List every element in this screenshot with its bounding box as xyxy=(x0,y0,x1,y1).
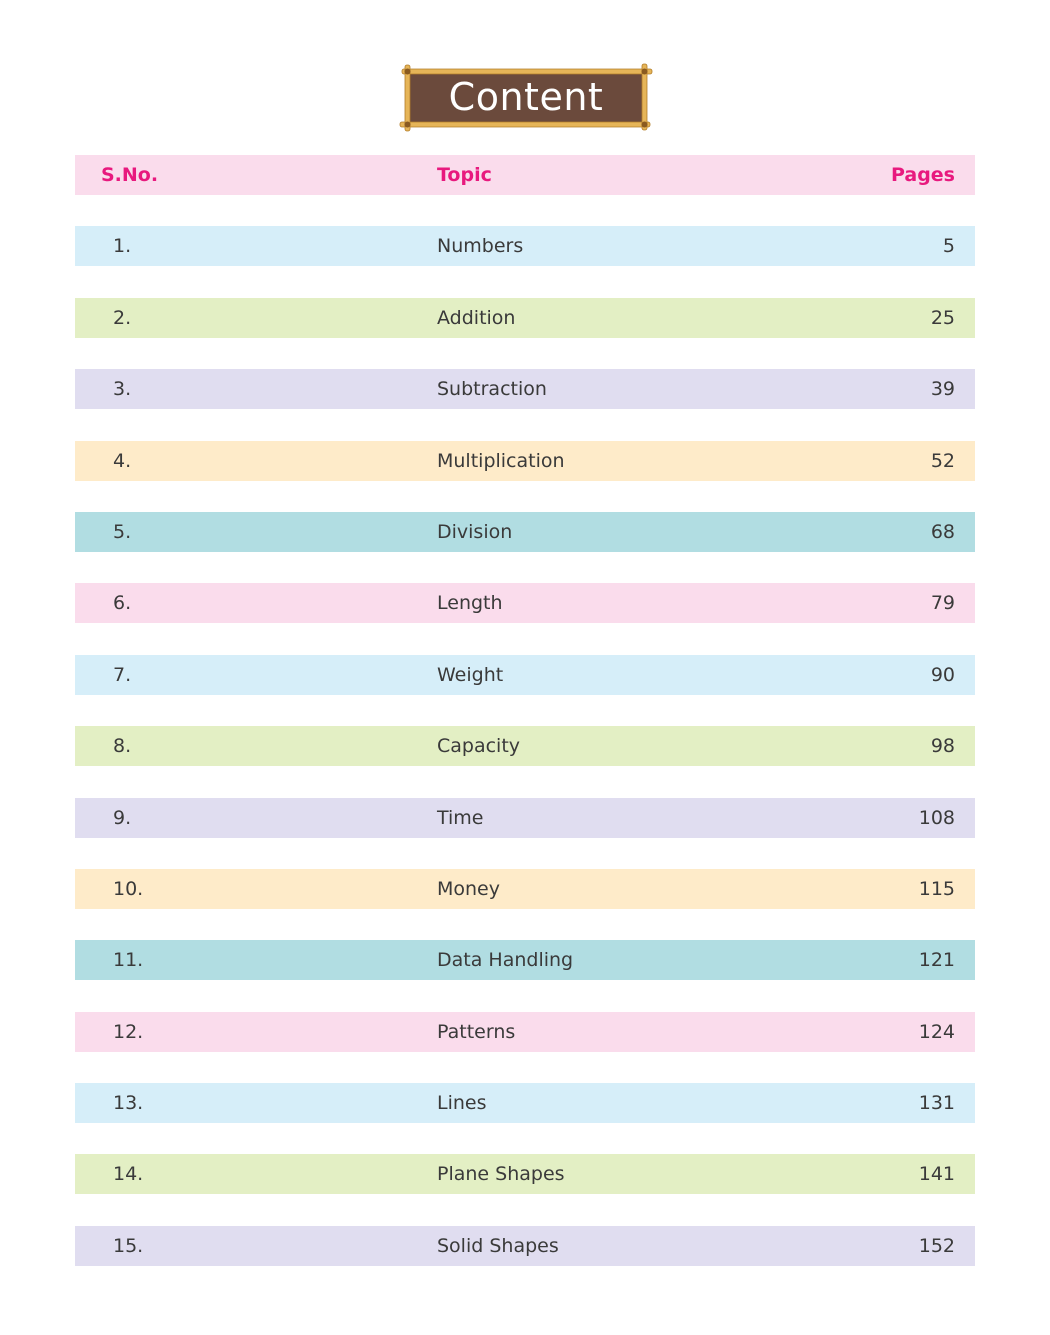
row-topic: Subtraction xyxy=(437,378,547,401)
table-row xyxy=(75,798,975,838)
table-row xyxy=(75,583,975,623)
table-row xyxy=(75,298,975,338)
row-topic: Length xyxy=(437,592,503,615)
header-sno: S.No. xyxy=(101,164,159,186)
title-plaque xyxy=(398,62,654,134)
table-row xyxy=(75,1226,975,1266)
header-pages: Pages xyxy=(890,164,955,186)
row-pages: 52 xyxy=(930,449,955,472)
row-sno: 12. xyxy=(113,1020,144,1043)
row-sno: 4. xyxy=(113,449,132,472)
row-topic: Weight xyxy=(437,663,504,686)
row-pages: 68 xyxy=(930,520,955,543)
table-row xyxy=(75,226,975,266)
row-pages: 90 xyxy=(930,663,955,686)
table-row xyxy=(75,655,975,695)
row-pages: 98 xyxy=(930,735,955,758)
table-row xyxy=(75,869,975,909)
row-pages: 141 xyxy=(918,1163,955,1186)
table-row xyxy=(75,726,975,766)
row-sno: 11. xyxy=(113,949,144,972)
row-topic: Money xyxy=(437,877,500,900)
row-topic: Capacity xyxy=(437,735,521,758)
row-sno: 3. xyxy=(113,378,132,401)
row-topic: Plane Shapes xyxy=(437,1163,565,1186)
table-header xyxy=(75,155,975,195)
page-title: Content xyxy=(448,75,604,119)
row-sno: 9. xyxy=(113,806,132,829)
row-sno: 1. xyxy=(113,235,132,258)
row-topic: Division xyxy=(437,520,513,543)
row-pages: 124 xyxy=(918,1020,955,1043)
row-topic: Time xyxy=(437,806,484,829)
row-topic: Multiplication xyxy=(437,449,565,472)
row-topic: Numbers xyxy=(437,235,524,258)
row-sno: 8. xyxy=(113,735,132,758)
row-pages: 115 xyxy=(918,877,955,900)
row-sno: 10. xyxy=(113,877,144,900)
table-row xyxy=(75,369,975,409)
row-sno: 5. xyxy=(113,520,132,543)
row-pages: 25 xyxy=(930,306,955,329)
row-pages: 131 xyxy=(918,1092,955,1115)
header-topic: Topic xyxy=(437,164,492,186)
table-row xyxy=(75,512,975,552)
row-pages: 152 xyxy=(918,1234,955,1257)
table-row xyxy=(75,1012,975,1052)
row-sno: 15. xyxy=(113,1234,144,1257)
row-pages: 108 xyxy=(918,806,955,829)
row-pages: 39 xyxy=(930,378,955,401)
row-topic: Solid Shapes xyxy=(437,1234,559,1257)
row-pages: 5 xyxy=(942,235,955,258)
table-row xyxy=(75,1083,975,1123)
row-topic: Lines xyxy=(437,1092,487,1115)
row-pages: 79 xyxy=(930,592,955,615)
row-sno: 13. xyxy=(113,1092,144,1115)
table-row xyxy=(75,940,975,980)
row-topic: Data Handling xyxy=(437,949,574,972)
row-sno: 14. xyxy=(113,1163,144,1186)
contents-table xyxy=(75,155,975,1297)
table-row xyxy=(75,441,975,481)
row-sno: 2. xyxy=(113,306,132,329)
row-sno: 6. xyxy=(113,592,132,615)
row-sno: 7. xyxy=(113,663,132,686)
table-row xyxy=(75,1154,975,1194)
row-topic: Addition xyxy=(437,306,516,329)
row-pages: 121 xyxy=(918,949,955,972)
row-topic: Patterns xyxy=(437,1020,516,1043)
